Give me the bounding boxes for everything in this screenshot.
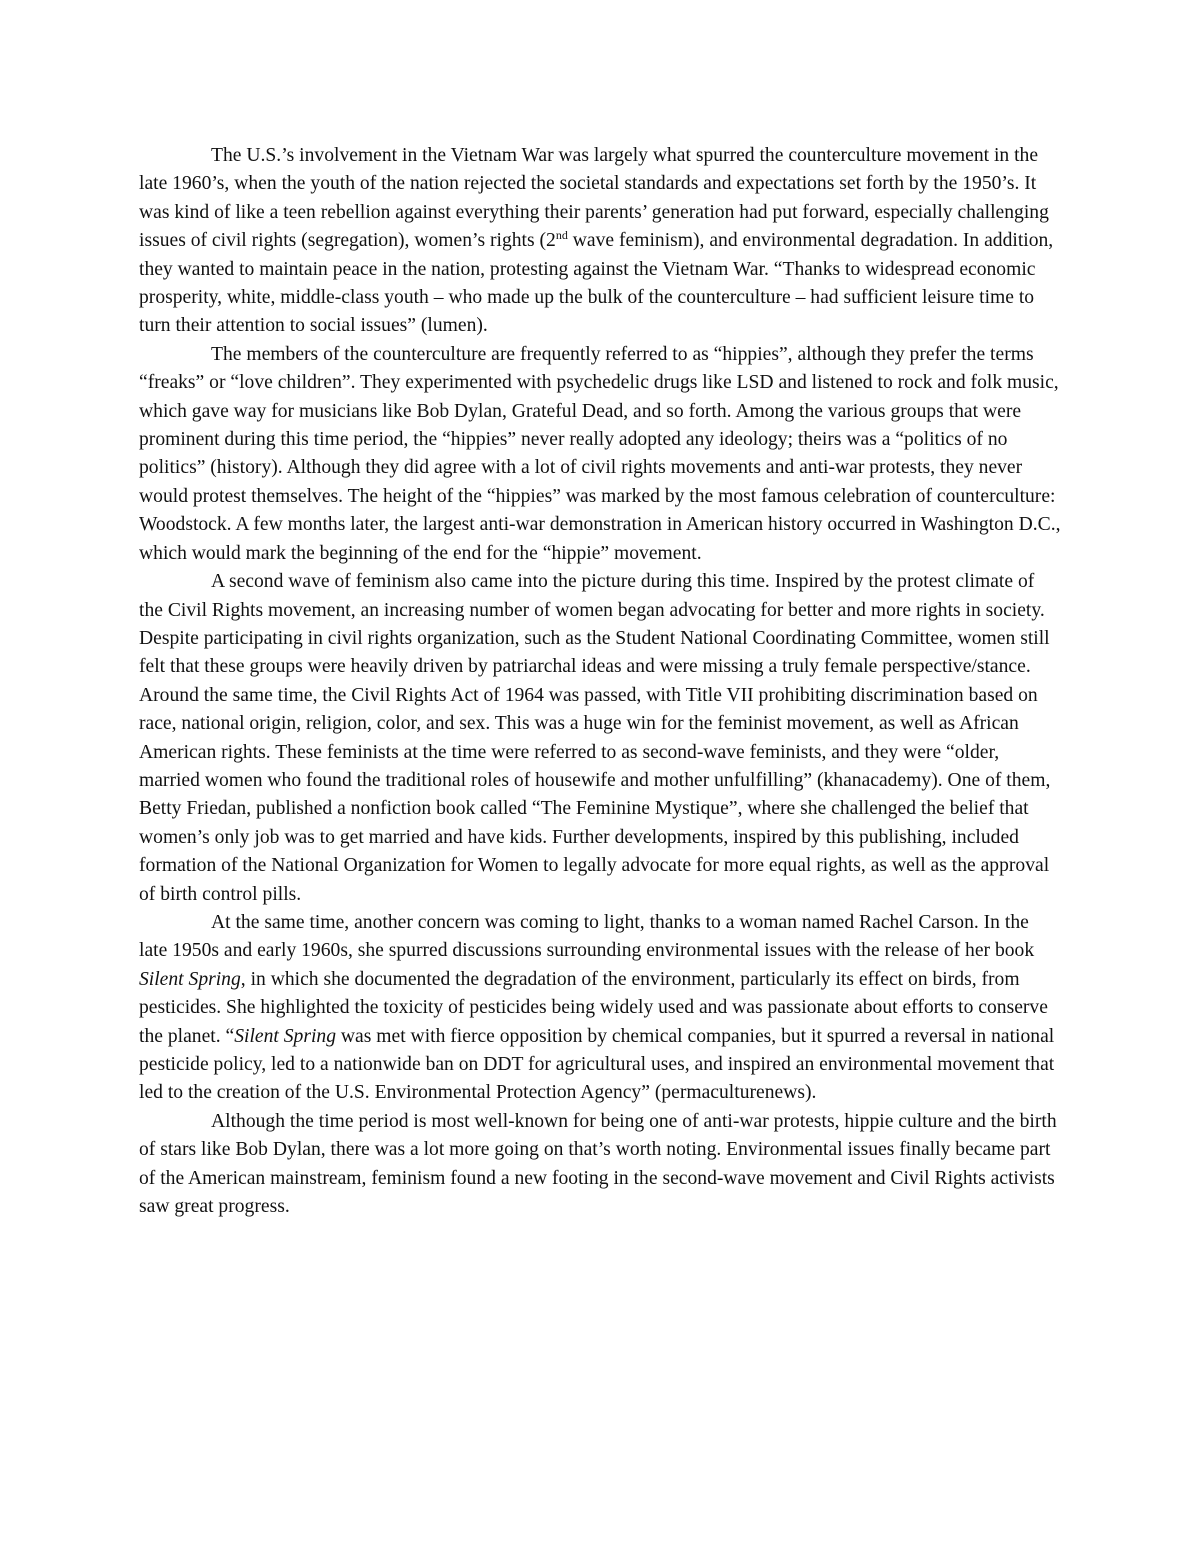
book-title-italic: Silent Spring bbox=[234, 1025, 336, 1047]
paragraph-vietnam-counterculture bbox=[139, 142, 1061, 341]
text-run: wave feminism), and environmental degradation. In addition, they wanted to maintain peace in the nation, protesting against the Vietnam War. “Thanks to widespread economic prosperity, white, middle-class youth – who made up the bulk of the counterculture – had sufficient leisure time to turn their attention to social issues” (lumen). bbox=[139, 230, 1054, 337]
paragraph-second-wave-feminism bbox=[139, 568, 1061, 909]
text-run: The members of the counterculture are frequently referred to as “hippies”, although they prefer the terms “freaks” or “love children”. They experimented with psychedelic drugs like LSD and listened to rock and folk music, which gave way for musicians like Bob Dylan, Grateful Dead, and so forth. Among the various groups that were prominent during this time period, the “hippies” never really adopted any ideology; theirs was a “politics of no politics” (history). Although they did agree with a lot of civil rights movements and anti-war protests, they never would protest themselves. The height of the “hippies” was marked by the most famous celebration of counterculture: Woodstock. A few months later, the largest anti-war demonstration in American history occurred in Washington D.C., which would mark the beginning of the end for the “hippie” movement. bbox=[139, 343, 1061, 564]
text-run: At the same time, another concern was coming to light, thanks to a woman named Rachel Carson. In the late 1950s and early 1960s, she spurred discussions surrounding environmental issues with the release of her book bbox=[139, 911, 1035, 962]
text-run: A second wave of feminism also came into the picture during this time. Inspired by the protest climate of the Civil Rights movement, an increasing number of women began advocating for better and more rights in society. Despite participating in civil rights organization, such as the Student National Coordinating Committee, women still felt that these groups were heavily driven by patriarchal ideas and were missing a truly female perspective/stance. Around the same time, the Civil Rights Act of 1964 was passed, with Title VII prohibiting discrimination based on race, national origin, religion, color, and sex. This was a huge win for the feminist movement, as well as African American rights. These feminists at the time were referred to as second-wave feminists, and they were “older, married women who found the traditional roles of housewife and mother unfulfilling” (khanacademy). One of them, Betty Friedan, published a nonfiction book called “The Feminine Mystique”, where she challenged the belief that women’s only job was to get married and have kids. Further developments, inspired by this publishing, included formation of the National Organization for Women to legally advocate for more equal rights, as well as the approval of birth control pills. bbox=[139, 571, 1051, 905]
paragraph-conclusion bbox=[139, 1108, 1061, 1222]
superscript-ordinal: nd bbox=[555, 228, 568, 243]
text-run: , in which she documented the degradation of the environment, particularly its effect on birds, from pesticides. She highlighted the toxicity of pesticides being widely used and was passionate about efforts to conserve the planet. “ bbox=[139, 968, 1048, 1047]
text-run: Although the time period is most well-known for being one of anti-war protests, hippie culture and the birth of stars like Bob Dylan, there was a lot more going on that’s worth noting. Environmental issues finally became part of the American mainstream, feminism found a new footing in the second-wave movement and Civil Rights activists saw great progress. bbox=[139, 1110, 1057, 1218]
paragraph-environmental-movement bbox=[139, 909, 1061, 1108]
text-run: was met with fierce opposition by chemical companies, but it spurred a reversal in national pesticide policy, led to a nationwide ban on DDT for agricultural uses, and inspired an environmental movement that led to the creation of the U.S. Environmental Protection Agency” (permaculturenews). bbox=[139, 1025, 1055, 1104]
book-title-italic: Silent Spring bbox=[139, 968, 241, 990]
document-body bbox=[139, 142, 1061, 1221]
paragraph-hippies bbox=[139, 341, 1061, 568]
text-run: The U.S.’s involvement in the Vietnam War was largely what spurred the counterculture movement in the late 1960’s, when the youth of the nation rejected the societal standards and expectations set forth by the 1950’s. It was kind of like a teen rebellion against everything their parents’ generation had put forward, especially challenging issues of civil rights (segregation), women’s rights (2 bbox=[139, 145, 1049, 252]
